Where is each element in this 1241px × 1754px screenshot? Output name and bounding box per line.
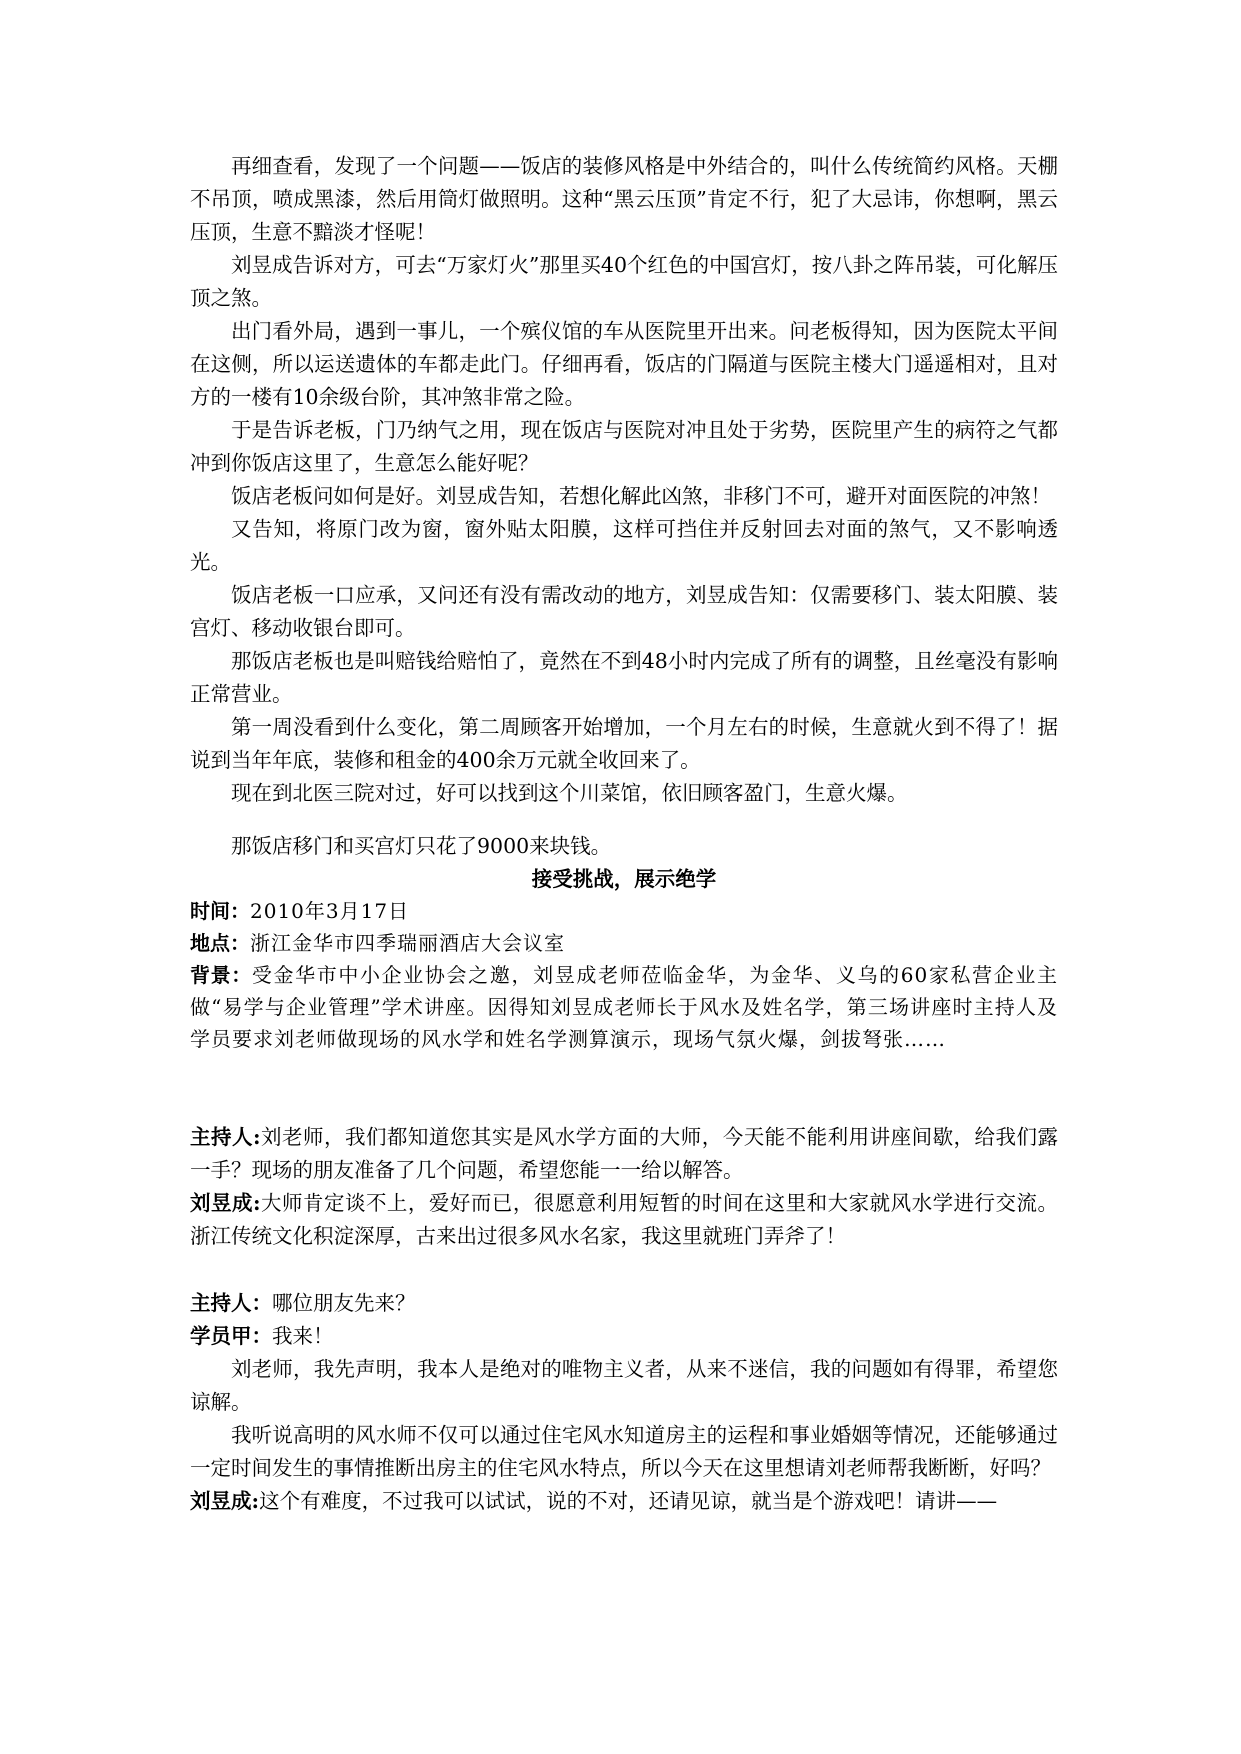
speaker-label: 刘昱成: — [190, 1191, 261, 1215]
story-paragraph: 第一周没看到什么变化，第二周顾客开始增加，一个月左右的时候，生意就火到不得了！据说到当年年底，装修和租金的400余万元就全收回来了。 — [190, 715, 1058, 772]
story-paragraph: 出门看外局，遇到一事儿，一个殡仪馆的车从医院里开出来。问老板得知，因为医院太平间在这侧，所以运送遗体的车都走此门。仔细再看，饭店的门隔道与医院主楼大门遥遥相对，且对方的一楼有10余级台阶，其冲煞非常之险。 — [190, 319, 1058, 409]
speaker-label: 主持人： — [190, 1291, 272, 1315]
student-paragraph: 我听说高明的风水师不仅可以通过住宅风水知道房主的运程和事业婚姻等情况，还能够通过一定时间发生的事情推断出房主的住宅风水特点，所以今天在这里想请刘老师帮我断断，好吗？ — [190, 1423, 1058, 1480]
dialogue-line — [190, 1287, 1058, 1320]
closing-line: 那饭店移门和买宫灯只花了9000来块钱。 — [231, 834, 612, 858]
spacer — [190, 810, 1058, 830]
speaker-label: 主持人: — [190, 1125, 261, 1149]
speaker-label: 刘昱成: — [190, 1489, 260, 1513]
spacer — [190, 1055, 1058, 1121]
dialogue-block-2 — [190, 1287, 1058, 1518]
dialogue-text: 哪位朋友先来？ — [272, 1291, 416, 1315]
time-line — [190, 895, 1058, 927]
dialogue-block-1 — [190, 1121, 1058, 1253]
story-paragraph: 又告知，将原门改为窗，窗外贴太阳膜，这样可挡住并反射回去对面的煞气，又不影响透光。 — [190, 517, 1058, 574]
dialogue-line — [190, 1121, 1058, 1187]
place-value: 浙江金华市四季瑞丽酒店大会议室 — [250, 931, 565, 955]
dialogue-line — [190, 1485, 1058, 1518]
dialogue-line — [190, 1320, 1058, 1353]
story-paragraph: 现在到北医三院对过，好可以找到这个川菜馆，依旧顾客盈门，生意火爆。 — [231, 781, 908, 805]
place-label: 地点： — [190, 931, 250, 955]
background-line — [190, 959, 1058, 1055]
speaker-label: 学员甲： — [190, 1324, 272, 1348]
section-title: 接受挑战，展示绝学 — [531, 867, 717, 891]
dialogue-text: 我来！ — [272, 1324, 334, 1348]
dialogue-text: 这个有难度，不过我可以试试，说的不对，还请见谅，就当是个游戏吧！请讲—— — [259, 1489, 998, 1513]
student-paragraph: 刘老师，我先声明，我本人是绝对的唯物主义者，从来不迷信，我的问题如有得罪，希望您谅解。 — [190, 1357, 1058, 1414]
dialogue-line — [190, 1187, 1058, 1253]
place-line — [190, 927, 1058, 959]
time-label: 时间： — [190, 899, 250, 923]
story-paragraph: 再细查看，发现了一个问题——饭店的装修风格是中外结合的，叫什么传统简约风格。天棚不吊顶，喷成黑漆，然后用筒灯做照明。这种“黑云压顶”肯定不行，犯了大忌讳，你想啊，黑云压顶，生意不黯淡才怪呢！ — [190, 154, 1058, 244]
dialogue-text: 刘老师，我们都知道您其实是风水学方面的大师，今天能不能利用讲座间歇，给我们露一手？现场的朋友准备了几个问题，希望您能一一给以解答。 — [190, 1125, 1058, 1182]
spacer — [190, 1253, 1058, 1287]
background-label: 背景： — [190, 963, 252, 987]
dialogue-text: 大师肯定谈不上，爱好而已，很愿意利用短暂的时间在这里和大家就风水学进行交流。浙江传统文化积淀深厚，古来出过很多风水名家，我这里就班门弄斧了！ — [190, 1191, 1058, 1248]
story-paragraph: 那饭店老板也是叫赔钱给赔怕了，竟然在不到48小时内完成了所有的调整，且丝毫没有影响正常营业。 — [190, 649, 1058, 706]
story-paragraph: 饭店老板一口应承，又问还有没有需改动的地方，刘昱成告知：仅需要移门、装太阳膜、装宫灯、移动收银台即可。 — [190, 583, 1058, 640]
story-paragraph: 刘昱成告诉对方，可去“万家灯火”那里买40个红色的中国宫灯，按八卦之阵吊装，可化解压顶之煞。 — [190, 253, 1058, 310]
background-value: 受金华市中小企业协会之邀，刘昱成老师莅临金华，为金华、义乌的60家私营企业主做“易学与企业管理”学术讲座。因得知刘昱成老师长于风水及姓名学，第三场讲座时主持人及学员要求刘老师做现场的风水学和姓名学测算演示，现场气氛火爆，剑拔弩张…… — [190, 963, 1058, 1051]
section-meta — [190, 895, 1058, 1055]
story-paragraph: 于是告诉老板，门乃纳气之用，现在饭店与医院对冲且处于劣势，医院里产生的病符之气都冲到你饭店这里了，生意怎么能好呢？ — [190, 418, 1058, 475]
story-paragraph: 饭店老板问如何是好。刘昱成告知，若想化解此凶煞，非移门不可，避开对面医院的冲煞！ — [231, 484, 1051, 508]
story-section — [190, 150, 1058, 863]
time-value: 2010年3月17日 — [250, 899, 410, 923]
document-page — [190, 150, 1058, 1518]
